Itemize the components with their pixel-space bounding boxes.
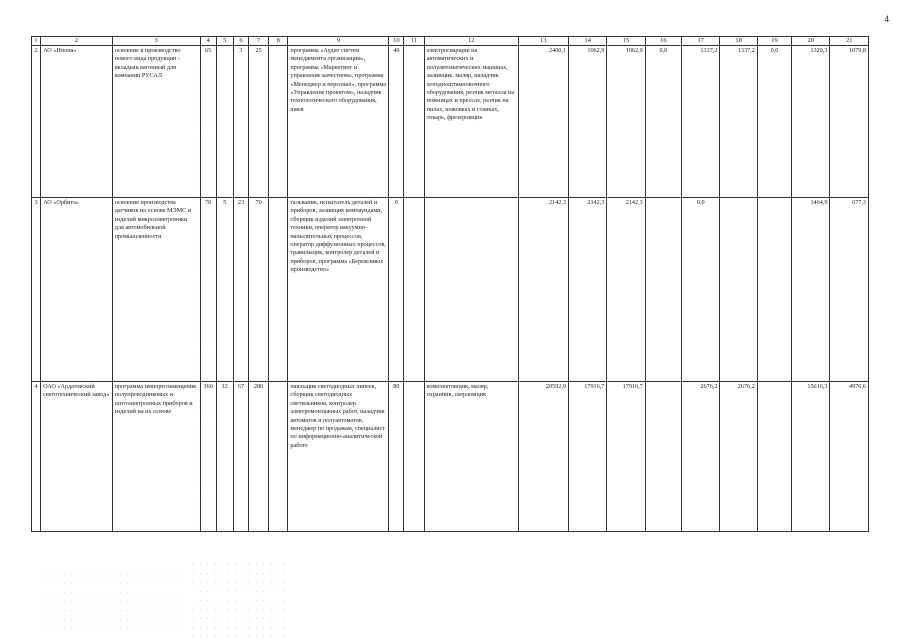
amount-cell: 2676,2 [720, 382, 757, 532]
column-header: 21 [830, 37, 869, 46]
column-header: 11 [404, 37, 424, 46]
table-cell: 280 [249, 382, 269, 532]
row-number: 4 [32, 382, 41, 532]
table-cell: 25 [249, 46, 269, 198]
column-header: 9 [288, 37, 389, 46]
amount-cell: 2676,2 [682, 382, 720, 532]
column-header: 18 [720, 37, 757, 46]
column-header: 8 [269, 37, 288, 46]
column-header: 7 [249, 37, 269, 46]
table-row [32, 46, 869, 198]
table-cell [404, 382, 424, 532]
amount-cell: 0,0 [682, 198, 720, 382]
row-number: 2 [32, 46, 41, 198]
table-cell: 3 [233, 46, 248, 198]
amount-cell: 1079,8 [830, 46, 869, 198]
organization-cell: ОАО «Ардатовский светотехнический завод» [41, 382, 113, 532]
column-header: 3 [112, 37, 200, 46]
column-header: 15 [607, 37, 645, 46]
amount-cell [720, 198, 757, 382]
table-cell: 12 [216, 382, 233, 532]
amount-cell: 17916,7 [607, 382, 645, 532]
organization-cell: АО «Нпона» [41, 46, 113, 198]
column-header: 19 [757, 37, 791, 46]
amount-cell: 1337,2 [682, 46, 720, 198]
scan-noise [190, 560, 285, 638]
document-table [31, 36, 869, 532]
column-header: 10 [389, 37, 404, 46]
amount-cell: 15616,3 [792, 382, 830, 532]
table-cell: 67 [233, 382, 248, 532]
column-number-row [32, 37, 869, 46]
amount-cell: 0,0 [757, 46, 791, 198]
column-header: 5 [216, 37, 233, 46]
column-header: 20 [792, 37, 830, 46]
table-cell: 5 [216, 198, 233, 382]
table-cell: 65 [200, 46, 216, 198]
amount-cell: 20592,9 [518, 382, 568, 532]
amount-cell: 1062,9 [607, 46, 645, 198]
amount-cell [757, 382, 791, 532]
column-header: 6 [233, 37, 248, 46]
table-cell [269, 198, 288, 382]
table-cell [216, 46, 233, 198]
training-cell: паяльщик светодиодных линеек, сборщик светодиодных светильников, контролер электромонтажных работ, наладчик автоматов и полуавтоматов, менеджер по продажам, специалист по информационно-аналитической работе [288, 382, 389, 532]
amount-cell: 0,0 [645, 46, 681, 198]
table-cell [404, 46, 424, 198]
amount-cell: 677,3 [830, 198, 869, 382]
amount-cell: 17916,7 [569, 382, 607, 532]
project-cell: программа импортозамещения полупроводниковых и оптоэлектронных приборов и изделий на их основе [112, 382, 200, 532]
column-header: 2 [41, 37, 113, 46]
amount-cell: 2142,3 [607, 198, 645, 382]
table-cell [269, 382, 288, 532]
column-header: 17 [682, 37, 720, 46]
page-number: 4 [884, 14, 889, 24]
amount-cell [757, 198, 791, 382]
amount-cell: 2142,3 [518, 198, 568, 382]
column-header: 16 [645, 37, 681, 46]
amount-cell: 1062,9 [569, 46, 607, 198]
project-cell: освоение в производство нового вида продукции - вкладыш вагонный для компании РУСАЛ [112, 46, 200, 198]
table-cell: 70 [200, 198, 216, 382]
table-cell: 40 [389, 46, 404, 198]
table-row [32, 198, 869, 382]
table-cell: 70 [249, 198, 269, 382]
table-cell: 23 [233, 198, 248, 382]
table-cell [269, 46, 288, 198]
table-row [32, 382, 869, 532]
amount-cell [645, 198, 681, 382]
amount-cell: 1464,9 [792, 198, 830, 382]
table-cell: 0 [389, 198, 404, 382]
column-header: 4 [200, 37, 216, 46]
table-cell [404, 198, 424, 382]
row-number: 3 [32, 198, 41, 382]
amount-cell: 1320,3 [792, 46, 830, 198]
amount-cell [645, 382, 681, 532]
scan-noise [40, 570, 180, 630]
organization-cell: АО «Орбита» [41, 198, 113, 382]
amount-cell: 2142,3 [569, 198, 607, 382]
column-header: 14 [569, 37, 607, 46]
column-header: 12 [424, 37, 518, 46]
column-header: 1 [32, 37, 41, 46]
professions-cell [424, 198, 518, 382]
training-cell: программа «Аудит систем менеджмента организации», программа «Маркетинг и управление качеством», программа «Менеджер и персонал», программа «Управление проектом», наладчик технологического оборудования, швея [288, 46, 389, 198]
professions-cell: электросварщик на автоматических и полуавтоматических машинах, заливщик, маляр, наладчик холодноштамповочного оборудования, резчик металла на ножницах и прессах, резчик на пилах, ножовках и станках, токарь, фрезеровщик [424, 46, 518, 198]
professions-cell: комплектовщик, маляр, охранник, сверловщик [424, 382, 518, 532]
project-cell: освоение производства датчиков на основе МЭМС и изделий микроэлектроники для автомобильной промышленности [112, 198, 200, 382]
table-cell: 80 [389, 382, 404, 532]
training-cell: гальваник, испытатель деталей и приборов, заливщик компаундами, сборщик изделий электронной техники, оператор вакуумно-напылительных процессов, оператор диффузионных процессов, травильщик, контролер деталей и приборов, программа «Бережливое производство» [288, 198, 389, 382]
amount-cell: 2400,1 [518, 46, 568, 198]
column-header: 13 [518, 37, 568, 46]
amount-cell: 1337,2 [720, 46, 757, 198]
table-cell: 360 [200, 382, 216, 532]
amount-cell: 4976,6 [830, 382, 869, 532]
